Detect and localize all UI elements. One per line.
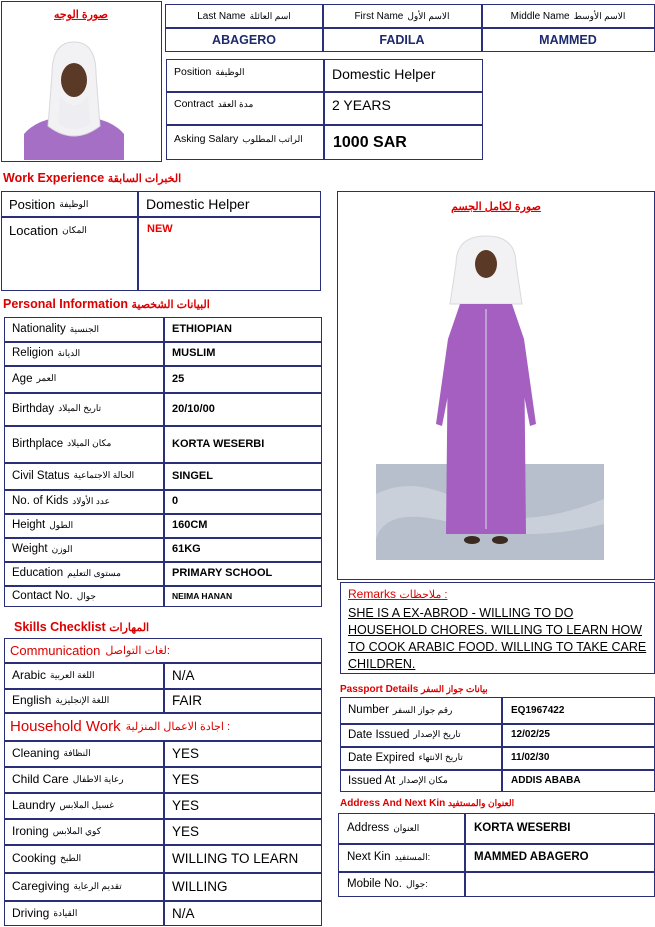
passport-label-2 — [342, 746, 500, 769]
personal-label-3-text-ar: تاريخ الميلاد — [58, 403, 102, 413]
personal-label-8-text-ar: الوزن — [51, 543, 73, 554]
skill-cooking-value: WILLING TO LEARN — [172, 850, 299, 866]
passport-label-1 — [342, 723, 500, 746]
skill-child-care-value: YES — [172, 771, 200, 787]
personal-label-6-text-ar: عدد الأولاد — [72, 495, 110, 506]
personal-label-4-text-ar: مكان الميلاد — [67, 438, 112, 448]
personal-label-3-text: Birthday — [12, 402, 55, 415]
skill-driving-value: N/A — [172, 905, 195, 921]
personal-value-10: NEIMA HANAN — [172, 591, 233, 601]
language-english-label-text: English — [12, 693, 52, 707]
personal-label-2-text: Age — [12, 372, 33, 385]
personal-label-8-text: Weight — [12, 543, 48, 555]
address-label-0-text-ar: العنوان — [393, 822, 420, 833]
communication-title — [10, 638, 320, 662]
personal-value-9: PRIMARY SCHOOL — [172, 567, 273, 579]
personal-label-1-text: Religion — [12, 347, 54, 359]
skill-cleaning-label-text: Cleaning — [12, 746, 60, 760]
communication-title-text: Communication — [10, 642, 101, 658]
address-value-0: KORTA WESERBI — [474, 822, 571, 834]
address-label-0 — [341, 813, 463, 843]
skill-cooking-label-text-ar: الطبخ — [60, 852, 82, 863]
skill-cooking-label — [6, 844, 162, 872]
personal-info-title: Personal Information البيانات الشخصية — [3, 297, 210, 311]
personal-value-8: 61KG — [172, 543, 201, 555]
remarks-text: SHE IS A EX-ABROD - WILLING TO DO HOUSEHOLD CHORES. WILLING TO LEARN HOW TO COOK ARABIC FOOD. WILLING TO TAKE CARE CHILDREN. — [348, 606, 647, 671]
work-location-value: NEW — [147, 223, 173, 235]
contract-value: 2 YEARS — [332, 97, 391, 113]
skill-driving-label-text: Driving — [12, 906, 50, 920]
position-value: Domestic Helper — [332, 66, 436, 82]
face-photo-frame — [1, 1, 162, 162]
passport-label-2-text-ar: تاريخ الانتهاء — [418, 752, 463, 762]
skill-ironing-label-text-ar: كوي الملابس — [52, 825, 101, 836]
address-label-0-text: Address — [347, 822, 390, 834]
full-body-photo-frame — [337, 191, 655, 580]
address-label-1-text-ar: المستفيد: — [394, 851, 431, 862]
personal-label-5-text-ar: الحالة الاجتماعية — [73, 470, 135, 480]
passport-label-0 — [342, 697, 500, 723]
passport-label-0-text-ar: رقم جواز السفر — [392, 704, 453, 715]
face-photo-caption: صورة الوجه — [54, 9, 108, 21]
passport-label-0-text: Number — [348, 704, 389, 716]
work-position-value: Domestic Helper — [146, 196, 250, 212]
passport-label-1-text-ar: تاريخ الإصدار — [413, 729, 461, 739]
passport-value-3: ADDIS ABABA — [511, 775, 581, 786]
personal-value-3: 20/10/00 — [172, 402, 215, 415]
passport-label-3-text: Issued At — [348, 774, 396, 787]
skill-caregiving-label-text-ar: تقديم الرعاية — [73, 880, 122, 891]
position-label: Position الوظيفة — [174, 66, 245, 78]
personal-label-10-text: Contact No. — [12, 590, 73, 602]
skill-ironing-label-text: Ironing — [12, 824, 49, 838]
personal-label-0 — [6, 317, 162, 341]
personal-label-6 — [6, 489, 162, 513]
skill-laundry-label — [6, 792, 162, 818]
personal-label-7 — [6, 513, 162, 537]
passport-value-2: 11/02/30 — [511, 752, 550, 763]
address-label-1-text: Next Kin — [347, 851, 391, 863]
passport-title: Passport Details بيانات جواز السفر — [340, 684, 488, 695]
communication-title-text-ar: لغات التواصل: — [105, 644, 170, 657]
address-label-2-text: Mobile No. — [347, 878, 402, 890]
personal-value-6: 0 — [172, 495, 179, 507]
work-experience-title: Work Experience الخبرات السابقة — [3, 171, 182, 185]
skill-child-care-label-text: Child Care — [12, 772, 69, 786]
skill-driving-label-text-ar: القيادة — [53, 907, 78, 918]
middle-name-label: Middle Name الاسم الأوسط — [510, 10, 626, 22]
language-arabic-label-text: Arabic — [12, 668, 47, 682]
address-value-1: MAMMED ABAGERO — [474, 851, 589, 863]
work-location-label: Location المكان — [9, 222, 87, 238]
personal-value-0: ETHIOPIAN — [172, 323, 232, 335]
personal-label-9-text: Education — [12, 567, 64, 579]
skill-child-care-label — [6, 766, 162, 792]
personal-label-10-text-ar: جوال — [76, 590, 96, 601]
skill-cooking-label-text: Cooking — [12, 851, 57, 865]
personal-value-2: 25 — [172, 372, 185, 385]
personal-label-9 — [6, 561, 162, 585]
language-arabic-value: N/A — [172, 667, 195, 683]
salary-value: 1000 SAR — [333, 134, 407, 151]
first-name-label: First Name الاسم الأول — [354, 10, 450, 22]
passport-label-3-text-ar: مكان الإصدار — [399, 775, 448, 785]
address-value-2 — [468, 871, 653, 897]
passport-label-3 — [342, 769, 500, 792]
personal-label-2 — [6, 365, 162, 392]
first-name-value: FADILA — [379, 33, 425, 47]
skill-cleaning-value: YES — [172, 745, 200, 761]
language-arabic-label-text-ar: اللغة العربية — [50, 669, 95, 680]
skill-child-care-label-text-ar: رعاية الاطفال — [72, 773, 124, 784]
last-name-label: Last Name اسم العائلة — [197, 10, 291, 22]
personal-label-10 — [6, 585, 162, 607]
address-label-2 — [341, 871, 463, 897]
skill-caregiving-label — [6, 872, 162, 900]
contract-label: Contract مدة العقد — [174, 98, 254, 110]
full-body-photo — [376, 224, 604, 560]
language-english-label — [6, 688, 162, 712]
personal-label-2-text-ar: العمر — [36, 373, 57, 383]
middle-name-value: MAMMED — [539, 33, 597, 47]
passport-value-0: EQ1967422 — [511, 704, 565, 716]
skill-laundry-label-text-ar: غسيل الملابس — [59, 799, 114, 810]
personal-label-3 — [6, 392, 162, 425]
language-arabic-label — [6, 662, 162, 688]
household-title-text: Household Work — [10, 717, 121, 735]
remarks-title: Remarks ملاحظات : — [348, 587, 448, 601]
address-title: Address And Next Kin العنوان والمستفيد — [340, 798, 515, 809]
personal-label-1-text-ar: الديانة — [57, 347, 81, 358]
personal-label-8 — [6, 537, 162, 561]
passport-label-1-text: Date Issued — [348, 728, 410, 741]
skills-title: Skills Checklist المهارات — [14, 620, 150, 634]
skill-caregiving-value: WILLING — [172, 878, 228, 894]
personal-label-4-text: Birthplace — [12, 437, 64, 450]
skill-ironing-value: YES — [172, 823, 200, 839]
address-label-1 — [341, 843, 463, 871]
personal-label-5 — [6, 462, 162, 489]
skill-ironing-label — [6, 818, 162, 844]
personal-label-1 — [6, 341, 162, 365]
address-label-2-text-ar: جوال: — [405, 878, 428, 889]
last-name-value: ABAGERO — [212, 33, 276, 47]
personal-value-1: MUSLIM — [172, 347, 216, 359]
passport-value-1: 12/02/25 — [511, 729, 550, 740]
household-title — [10, 712, 320, 740]
language-english-value: FAIR — [172, 692, 203, 708]
passport-label-2-text: Date Expired — [348, 751, 415, 764]
salary-label: Asking Salary الراتب المطلوب — [174, 133, 303, 145]
skill-laundry-label-text: Laundry — [12, 798, 56, 812]
personal-label-7-text-ar: الطول — [49, 519, 74, 530]
household-title-text-ar: اجادة الاعمال المنزلية : — [125, 720, 231, 733]
personal-label-4 — [6, 425, 162, 462]
personal-label-6-text: No. of Kids — [12, 495, 69, 507]
skill-driving-label — [6, 900, 162, 926]
skill-caregiving-label-text: Caregiving — [12, 879, 70, 893]
personal-value-4: KORTA WESERBI — [172, 437, 265, 450]
face-photo — [24, 34, 124, 160]
skill-laundry-value: YES — [172, 797, 200, 813]
personal-label-0-text-ar: الجنسية — [69, 323, 100, 334]
personal-label-9-text-ar: مستوى التعليم — [67, 567, 121, 578]
personal-label-5-text: Civil Status — [12, 469, 70, 482]
skill-cleaning-label — [6, 740, 162, 766]
personal-value-5: SINGEL — [172, 469, 213, 482]
skill-cleaning-label-text-ar: النظافة — [63, 747, 91, 758]
full-body-photo-caption: صورة لكامل الجسم — [451, 201, 541, 213]
personal-label-7-text: Height — [12, 519, 46, 531]
personal-label-0-text: Nationality — [12, 323, 66, 335]
work-position-label: Position الوظيفة — [9, 196, 89, 212]
personal-value-7: 160CM — [172, 519, 208, 531]
language-english-label-text-ar: اللغة الإنجليزية — [55, 694, 110, 705]
